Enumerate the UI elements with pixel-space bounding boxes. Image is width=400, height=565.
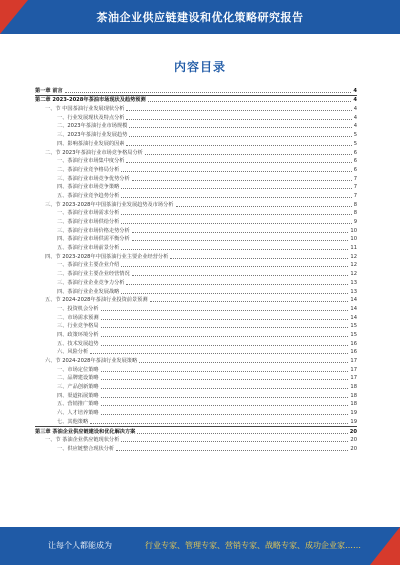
page-title: 内容目录 bbox=[173, 60, 226, 74]
toc-entry-page: 14 bbox=[350, 314, 357, 321]
toc-entry-label: 六、风险分析 bbox=[57, 349, 89, 356]
toc-entry-page: 14 bbox=[350, 297, 357, 304]
toc-entry-label: 五、技术发展趋势 bbox=[57, 340, 99, 347]
toc-entry-page: 18 bbox=[350, 384, 357, 391]
toc-entry-label: 一、投资机会分析 bbox=[57, 305, 99, 312]
toc-leader-dots bbox=[121, 293, 348, 294]
table-of-contents bbox=[35, 86, 357, 453]
toc-leader-dots bbox=[132, 275, 349, 276]
toc-entry[interactable] bbox=[35, 339, 357, 348]
toc-entry-label: 三、2023年茶油行业发展趋势 bbox=[57, 132, 128, 139]
toc-entry-label: 一、行业发展现状及特点分析 bbox=[57, 114, 125, 121]
toc-entry[interactable] bbox=[35, 217, 357, 226]
toc-entry-label: 一、节 中国茶油行业发展现状分析 bbox=[45, 106, 125, 113]
toc-entry-page: 10 bbox=[350, 227, 357, 234]
toc-entry[interactable] bbox=[35, 296, 357, 305]
toc-leader-dots bbox=[101, 414, 349, 415]
toc-entry[interactable] bbox=[35, 226, 357, 235]
toc-entry[interactable] bbox=[35, 417, 357, 426]
toc-entry-label: 二、品牌建设策略 bbox=[57, 375, 99, 382]
toc-leader-dots bbox=[101, 327, 349, 328]
toc-entry[interactable] bbox=[35, 148, 357, 157]
toc-entry[interactable] bbox=[35, 174, 357, 183]
toc-leader-dots bbox=[121, 223, 351, 224]
toc-entry-label: 二、茶油行业竞争格局分析 bbox=[57, 166, 120, 173]
toc-entry[interactable] bbox=[35, 391, 357, 400]
toc-leader-dots bbox=[139, 362, 348, 363]
toc-entry-page: 18 bbox=[350, 392, 357, 399]
toc-leader-dots bbox=[90, 423, 348, 424]
toc-entry-page: 4 bbox=[353, 114, 357, 121]
toc-leader-dots bbox=[116, 450, 348, 451]
toc-leader-dots bbox=[126, 119, 351, 120]
toc-entry-label: 一、茶油行业主要企业介绍 bbox=[57, 262, 120, 269]
footer-lead-text: 让每个人都能成为 bbox=[48, 541, 112, 550]
toc-entry-page: 5 bbox=[353, 140, 357, 147]
toc-entry-page: 20 bbox=[350, 445, 357, 452]
toc-entry[interactable] bbox=[35, 104, 357, 113]
toc-entry[interactable] bbox=[35, 235, 357, 244]
toc-entry-page: 4 bbox=[353, 123, 357, 130]
toc-entry-page: 7 bbox=[353, 192, 357, 199]
toc-entry-label: 第一章 前言 bbox=[35, 87, 63, 94]
toc-leader-dots bbox=[101, 345, 349, 346]
toc-entry-label: 五、营销推广策略 bbox=[57, 401, 99, 408]
toc-leader-dots bbox=[176, 206, 352, 207]
toc-entry-label: 四、茶油行业市场供需平衡分析 bbox=[57, 236, 130, 243]
toc-entry-page: 6 bbox=[353, 149, 357, 156]
toc-leader-dots bbox=[101, 371, 349, 372]
footer-banner bbox=[0, 527, 400, 565]
toc-entry[interactable] bbox=[35, 243, 357, 252]
toc-entry[interactable] bbox=[35, 139, 357, 148]
toc-leader-dots bbox=[101, 310, 349, 311]
footer-roles-text: 行业专家、管理专家、营销专家、战略专家、成功企业家…… bbox=[145, 541, 361, 550]
toc-entry[interactable] bbox=[35, 157, 357, 166]
toc-entry-label: 二、2023年茶油行业市场规模 bbox=[57, 123, 128, 130]
toc-entry-label: 四、影响茶油行业发展的因素 bbox=[57, 140, 125, 147]
header-banner bbox=[0, 0, 400, 34]
toc-entry[interactable] bbox=[35, 304, 357, 313]
toc-leader-dots bbox=[150, 301, 349, 302]
toc-leader-dots bbox=[101, 336, 349, 337]
toc-entry-page: 7 bbox=[353, 175, 357, 182]
toc-leader-dots bbox=[129, 136, 351, 137]
toc-entry[interactable] bbox=[35, 278, 357, 287]
toc-leader-dots bbox=[126, 110, 351, 111]
toc-entry-label: 五、茶油行业市场前景分析 bbox=[57, 245, 120, 252]
toc-entry-page: 17 bbox=[350, 358, 357, 364]
toc-leader-dots bbox=[137, 433, 347, 434]
toc-entry-label: 三、茶油行业企业竞争力分析 bbox=[57, 279, 125, 286]
toc-entry-label: 五、节 2024-2028年茶油行业投资前景预测 bbox=[45, 297, 148, 304]
toc-entry-label: 六、节 2024-2028年茶油行业发展策略 bbox=[45, 358, 138, 364]
toc-entry[interactable] bbox=[35, 330, 357, 339]
toc-entry[interactable] bbox=[35, 287, 357, 296]
toc-entry[interactable] bbox=[35, 436, 357, 445]
toc-entry-label: 二、茶油行业主要企业经营情况 bbox=[57, 271, 130, 278]
toc-entry[interactable] bbox=[35, 408, 357, 417]
toc-entry[interactable] bbox=[35, 313, 357, 322]
toc-entry[interactable] bbox=[35, 426, 357, 436]
toc-entry-page: 17 bbox=[350, 366, 357, 373]
toc-entry-page: 10 bbox=[350, 236, 357, 243]
toc-entry-label: 六、人才培养策略 bbox=[57, 410, 99, 417]
toc-entry-page: 5 bbox=[353, 132, 357, 139]
toc-entry[interactable] bbox=[35, 183, 357, 192]
toc-entry[interactable] bbox=[35, 322, 357, 331]
toc-leader-dots bbox=[132, 240, 349, 241]
toc-leader-dots bbox=[121, 266, 348, 267]
toc-entry[interactable] bbox=[35, 400, 357, 409]
toc-entry-page: 12 bbox=[350, 262, 357, 269]
toc-entry-label: 三、产品创新策略 bbox=[57, 384, 99, 391]
toc-entry-label: 二、市场需求预测 bbox=[57, 314, 99, 321]
toc-entry-label: 四、节 2023-2028年中国茶油行业主要企业经营分析 bbox=[45, 253, 169, 260]
toc-entry-label: 三、茶油行业市场竞争优势分析 bbox=[57, 175, 130, 182]
toc-leader-dots bbox=[101, 319, 349, 320]
toc-leader-dots bbox=[121, 249, 348, 250]
toc-entry[interactable] bbox=[35, 86, 357, 95]
toc-leader-dots bbox=[101, 388, 349, 389]
toc-entry[interactable] bbox=[35, 444, 357, 453]
toc-leader-dots bbox=[132, 180, 352, 181]
toc-leader-dots bbox=[101, 379, 349, 380]
toc-entry-label: 第三章 茶油企业供应链建设和优化解决方案 bbox=[35, 428, 136, 435]
toc-entry[interactable] bbox=[35, 165, 357, 174]
toc-entry-page: 9 bbox=[353, 219, 357, 225]
toc-entry-page: 19 bbox=[350, 410, 357, 417]
toc-leader-dots bbox=[145, 154, 352, 155]
toc-leader-dots bbox=[101, 397, 349, 398]
toc-entry-label: 五、茶油行业竞争趋势分析 bbox=[57, 192, 120, 199]
toc-entry-page: 6 bbox=[353, 158, 357, 165]
toc-entry-page: 20 bbox=[349, 428, 357, 435]
toc-entry-label: 四、茶油行业企业发展战略 bbox=[57, 288, 120, 295]
toc-entry-page: 16 bbox=[350, 349, 357, 356]
toc-entry[interactable] bbox=[35, 261, 357, 270]
toc-entry-page: 20 bbox=[350, 437, 357, 444]
toc-entry[interactable] bbox=[35, 200, 357, 209]
toc-entry[interactable] bbox=[35, 191, 357, 200]
toc-entry-page: 4 bbox=[353, 106, 357, 113]
toc-entry-label: 三、茶油行业市场价格走势分析 bbox=[57, 227, 130, 234]
toc-entry-label: 一、节 茶油企业供应链现状分析 bbox=[45, 437, 120, 444]
toc-entry-page: 8 bbox=[353, 201, 357, 208]
toc-entry-label: 二、节 2023年茶油行业市场竞争格局分析 bbox=[45, 149, 143, 156]
toc-entry-page: 8 bbox=[353, 210, 357, 217]
toc-entry-label: 第二章 2023-2028年茶油市场现状及趋势预测 bbox=[35, 97, 146, 104]
toc-entry-label: 一、供应链整合现状分析 bbox=[57, 445, 115, 452]
toc-entry-page: 15 bbox=[350, 323, 357, 330]
toc-entry-page: 6 bbox=[353, 166, 357, 173]
toc-entry-page: 14 bbox=[350, 305, 357, 312]
toc-entry-page: 19 bbox=[350, 418, 357, 425]
toc-entry-page: 16 bbox=[350, 340, 357, 347]
toc-entry-page: 12 bbox=[350, 271, 357, 278]
toc-entry-label: 三、节 2023-2028年中国茶油行业发展趋势及市场分析 bbox=[45, 201, 174, 208]
toc-entry[interactable] bbox=[35, 348, 357, 357]
toc-entry-page: 13 bbox=[350, 279, 357, 286]
footer-corner-accent bbox=[370, 527, 400, 565]
toc-leader-dots bbox=[129, 127, 351, 128]
toc-entry[interactable] bbox=[35, 95, 357, 105]
toc-entry-page: 15 bbox=[350, 331, 357, 338]
toc-leader-dots bbox=[121, 188, 351, 189]
toc-leader-dots bbox=[170, 258, 348, 259]
toc-entry-page: 4 bbox=[353, 87, 357, 94]
toc-leader-dots bbox=[121, 197, 351, 198]
toc-leader-dots bbox=[121, 214, 351, 215]
toc-entry-page: 11 bbox=[350, 245, 357, 252]
toc-entry[interactable] bbox=[35, 113, 357, 122]
toc-entry[interactable] bbox=[35, 122, 357, 131]
toc-entry[interactable] bbox=[35, 382, 357, 391]
toc-entry[interactable] bbox=[35, 130, 357, 139]
toc-leader-dots bbox=[148, 101, 352, 102]
toc-entry-label: 二、茶油行业市场供给分析 bbox=[57, 219, 120, 225]
toc-entry-label: 七、其他策略 bbox=[57, 418, 89, 425]
toc-entry-page: 7 bbox=[353, 184, 357, 191]
toc-entry-page: 4 bbox=[353, 97, 357, 104]
toc-entry-label: 四、茶油行业市场竞争策略 bbox=[57, 184, 120, 191]
toc-entry-label: 一、茶油行业市场集中度分析 bbox=[57, 158, 125, 165]
toc-entry-page: 13 bbox=[350, 288, 357, 295]
toc-entry[interactable] bbox=[35, 356, 357, 365]
toc-entry-label: 四、渠道拓展策略 bbox=[57, 392, 99, 399]
toc-leader-dots bbox=[126, 145, 351, 146]
toc-leader-dots bbox=[132, 232, 349, 233]
toc-entry-label: 四、政策环境分析 bbox=[57, 331, 99, 338]
toc-entry[interactable] bbox=[35, 365, 357, 374]
toc-leader-dots bbox=[90, 353, 348, 354]
toc-leader-dots bbox=[121, 441, 348, 442]
toc-entry-page: 18 bbox=[350, 401, 357, 408]
toc-entry[interactable] bbox=[35, 374, 357, 383]
toc-leader-dots bbox=[65, 92, 352, 93]
toc-entry-page: 17 bbox=[350, 375, 357, 382]
toc-entry-label: 一、市场定位策略 bbox=[57, 366, 99, 373]
report-title: 茶油企业供应链建设和优化策略研究报告 bbox=[96, 11, 304, 24]
toc-leader-dots bbox=[126, 162, 351, 163]
toc-entry-page: 12 bbox=[350, 253, 357, 260]
toc-entry[interactable] bbox=[35, 269, 357, 278]
toc-entry-label: 一、茶油行业市场需求分析 bbox=[57, 210, 120, 217]
toc-leader-dots bbox=[101, 405, 349, 406]
toc-entry[interactable] bbox=[35, 252, 357, 261]
toc-leader-dots bbox=[121, 171, 351, 172]
toc-entry[interactable] bbox=[35, 209, 357, 218]
toc-entry-label: 三、行业竞争格局 bbox=[57, 323, 99, 330]
toc-leader-dots bbox=[126, 284, 348, 285]
